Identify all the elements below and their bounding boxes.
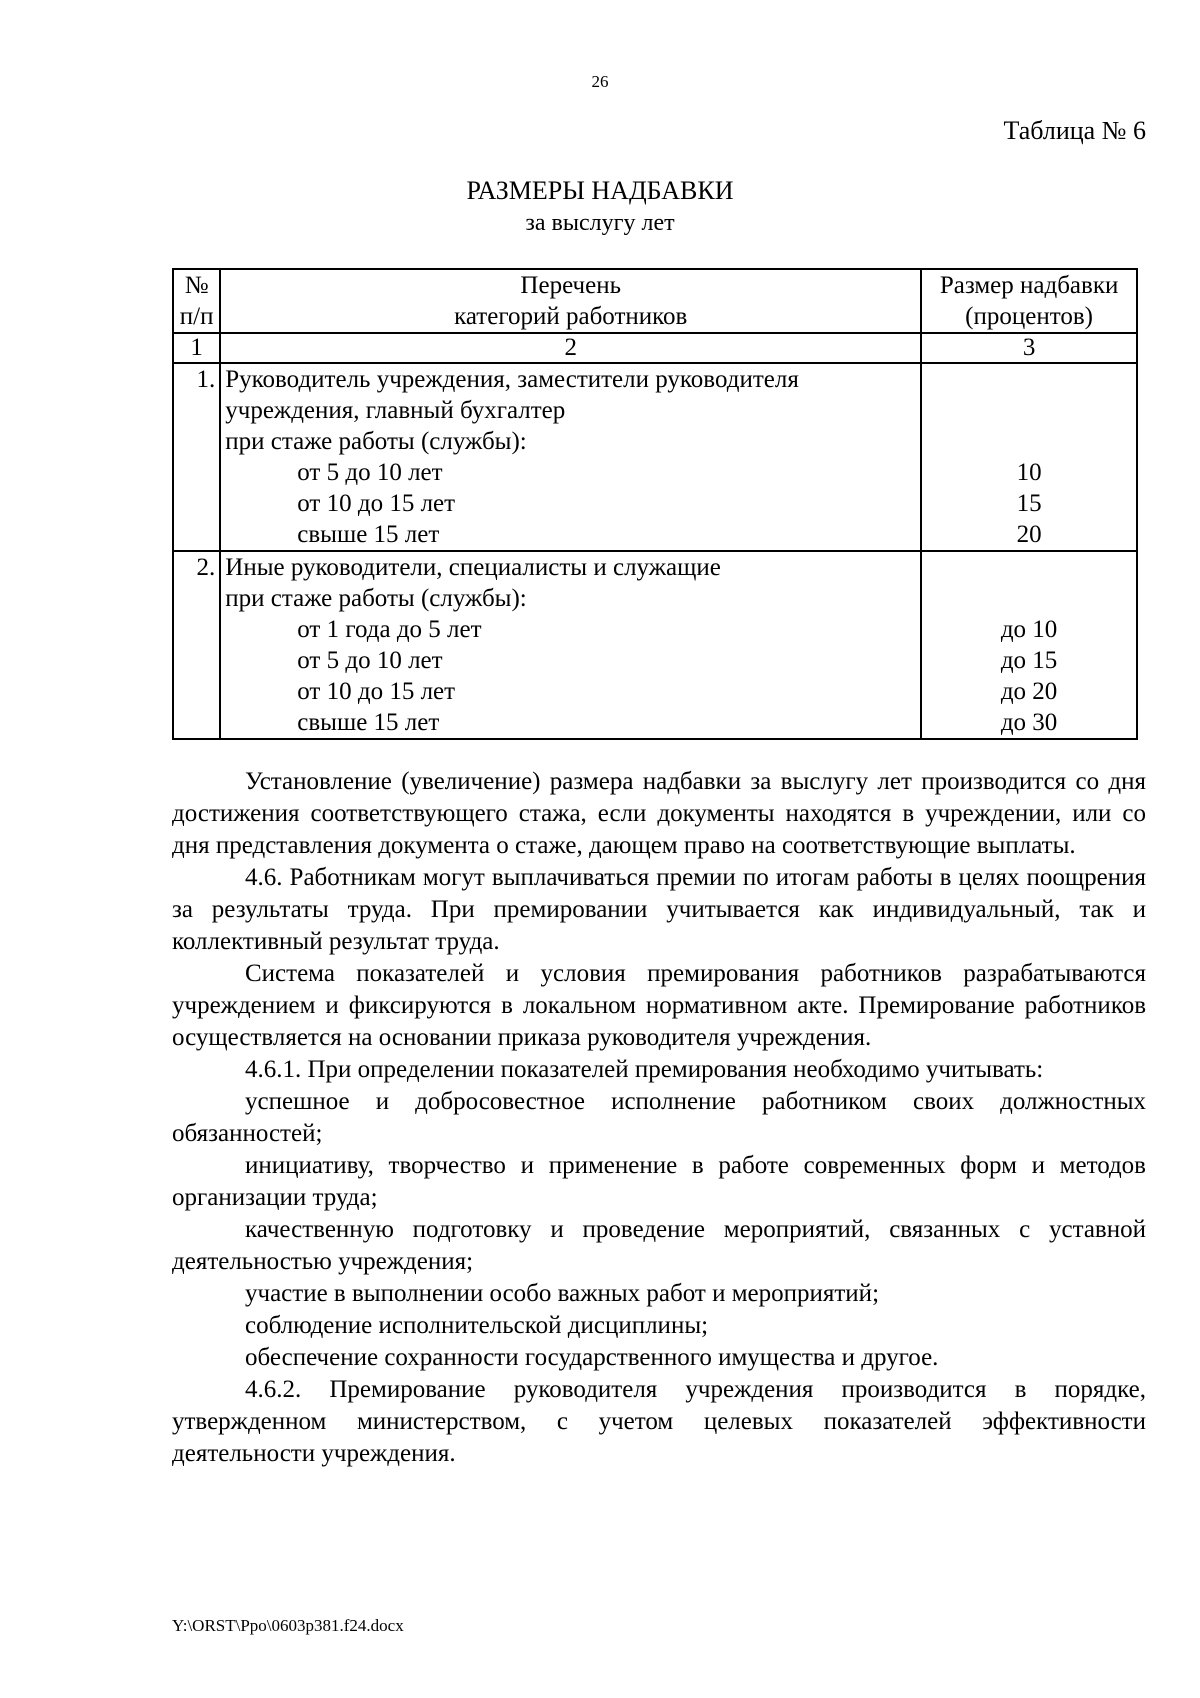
allowance-table bbox=[172, 268, 1138, 740]
paragraph: соблюдение исполнительской дисциплины; bbox=[245, 1312, 709, 1339]
row-category: Иные руководители, специалисты и служащие при стаже работы (службы): от 1 года до 5 лет от 5 до 10 лет от 10 до 15 лет свыше 15 лет bbox=[220, 551, 921, 739]
table-row bbox=[173, 551, 1137, 739]
table-header-row bbox=[173, 269, 1137, 333]
column-number-1: 1 bbox=[173, 333, 220, 363]
paragraph: Установление (увеличение) размера надбавки за выслугу лет производится со дня достижения соответствующего стажа, если документы находятся в учреждении, или со дня представления документа о стаже, дающем право на соответствующие выплаты. bbox=[172, 768, 1146, 859]
row-number: 1. bbox=[173, 363, 220, 551]
row-category: Руководитель учреждения, заместители руководителя учреждения, главный бухгалтер при стаже работы (службы): от 5 до 10 лет от 10 до 15 лет свыше 15 лет bbox=[220, 363, 921, 551]
paragraph: 4.6.2. Премирование руководителя учреждения производится в порядке, утвержденном министерством, с учетом целевых показателей эффективности деятельности учреждения. bbox=[172, 1376, 1146, 1467]
row-values: 10 15 20 bbox=[921, 363, 1137, 551]
table-row bbox=[173, 363, 1137, 551]
paragraph: Система показателей и условия премирования работников разрабатываются учреждением и фиксируются в локальном нормативном акте. Премирование работников осуществляется на основании приказа руководителя учреждения. bbox=[172, 960, 1146, 1051]
row-number: 2. bbox=[173, 551, 220, 739]
document-title: РАЗМЕРЫ НАДБАВКИ bbox=[466, 176, 734, 205]
footer-file-path: Y:\ORST\Ppo\0603p381.f24.docx bbox=[172, 1616, 404, 1635]
page-number: 26 bbox=[591, 72, 609, 91]
table-column-numbers-row bbox=[173, 333, 1137, 363]
paragraph: участие в выполнении особо важных работ и мероприятий; bbox=[245, 1280, 880, 1307]
paragraph: качественную подготовку и проведение мероприятий, связанных с уставной деятельностью учреждения; bbox=[172, 1216, 1146, 1275]
header-categories: Перечень категорий работников bbox=[220, 269, 921, 333]
header-number: № п/п bbox=[173, 269, 220, 333]
paragraph: 4.6. Работникам могут выплачиваться премии по итогам работы в целях поощрения за результаты труда. При премировании учитывается как индивидуальный, так и коллективный результат труда. bbox=[172, 864, 1146, 955]
paragraph: 4.6.1. При определении показателей премирования необходимо учитывать: bbox=[245, 1056, 1044, 1083]
paragraph: инициативу, творчество и применение в работе современных форм и методов организации труда; bbox=[172, 1152, 1146, 1211]
column-number-3: 3 bbox=[921, 333, 1137, 363]
document-subtitle: за выслугу лет bbox=[525, 210, 675, 236]
header-allowance-size: Размер надбавки (процентов) bbox=[921, 269, 1137, 333]
paragraph: обеспечение сохранности государственного имущества и другое. bbox=[245, 1344, 939, 1371]
column-number-2: 2 bbox=[220, 333, 921, 363]
paragraph: успешное и добросовестное исполнение работником своих должностных обязанностей; bbox=[172, 1088, 1146, 1147]
body-text bbox=[172, 766, 1146, 1470]
table-label: Таблица № 6 bbox=[1003, 116, 1146, 145]
row-values: до 10 до 15 до 20 до 30 bbox=[921, 551, 1137, 739]
